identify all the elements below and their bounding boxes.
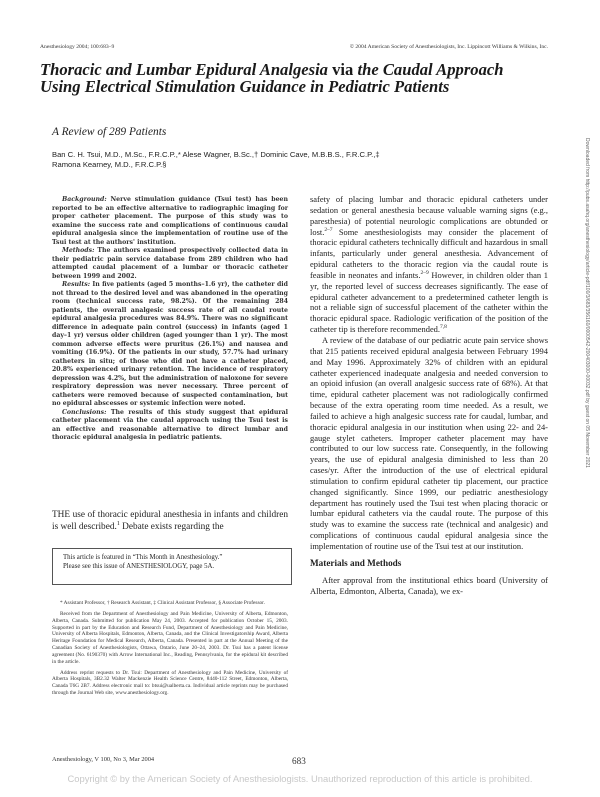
body-paragraph: safety of placing lumbar and thoracic epidural catheters under sedation or general anesthesia because valuable warning signs (e.g., paresthesia) of potential neurologic complications are obtunded or lost.$^{2-7}$ Some anesthesiologists may consider the placement of thoracic epidural catheters technically difficult and hazardous in small infants, particularly under general anesthesia. Advancement of epidural catheters to the thoracic region via the caudal route is feasible in neonates and infants.$^{2-9}$ However, in children older than 1 yr, the reported level of success decreases significantly. The ease of epidural catheter advancement to a predetermined catheter length is not a reliable sign of successful placement of the catheter within the thoracic epidural space. Radiologic verification of the position of the catheter tip is therefore recommended.$^{7,8}$ — [310, 194, 549, 335]
article-title: Thoracic and Lumbar Epidural Analgesia via the Caudal Approach Using Electrical Stimulation Guidance in Pediatric Patients — [40, 60, 504, 96]
section-heading: Materials and Methods — [310, 557, 402, 568]
body-paragraph: After approval from the institutional ethics board (University of Alberta, Edmonton, Alberta, Canada), we ex- — [310, 574, 548, 596]
download-watermark-text: Downloaded from http://pubs.asahq.org/anesthesiology/article-pdf/100/3/683/356160/0000542-200403000-00032.pdf by guest on 05 November 2021 — [584, 138, 590, 468]
journal-citation-header: Anesthesiology 2004; 100:683–9 — [40, 44, 115, 50]
footnote-received: Received from the Department of Anesthesiology and Pain Medicine, University of Alberta, Edmonton, Alberta, Canada. Submitted for publication May 24, 2003. Accepted for publication October 15, 2003. Supported in part by the Education and Research Fund, Department of Anesthesiology and Pain Medicine, University of Alberta Hospitals, Edmonton, Alberta, Canada, and the Clinical Investigatorship Award, Alberta Heritage Foundation for Medical Research, Alberta, Canada. Presented in part at the Annual Meeting of the Canadian Society of Anesthesiologists, Ottawa, Ontario, June 20–24, 2003. Dr. Tsui has a patent license agreement (No. 6190370) with Arrow International Inc., Reading, Pennsylvania, for the epidural kit described in the article. — [52, 610, 288, 665]
abstract-background: Background: Nerve stimulation guidance (Tsui test) has been reported to be an effective alternative to radiographic imaging for proper catheter placement. The purpose of this study was to examine the success rate and complications of continuous caudal epidural analgesia since the implementation of routine use of the Tsui test at the authors' institution. — [52, 196, 288, 246]
abstract-results: Results: In five patients (aged 5 months–1.6 yr), the catheter did not thread to the desired level and was abandoned in the operating room (technical success rate, 98.2%). Of the remaining 284 patients, the overall analgesic success rate of all caudal route epidural analgesia procedures was 84.9%. There was no significant difference in adequate pain control (success) in infants (aged 1 day–1 yr) versus older children (aged younger than 1 yr). The most common adverse effects were pruritus (26.1%) and nausea and vomiting (16.9%). Of the patients in our study, 57.7% had urinary catheters in situ; of those who did not have a catheter placed, 20.8% experienced urinary retention. The incidence of respiratory depression was 4.2%, but the administration of naloxone for severe respiratory depression was never necessary. Three percent of catheters were removed because of suspected contamination, but no epidural abscesses or systemic infection were noted. — [52, 281, 288, 408]
featured-article-box — [52, 548, 292, 585]
body-paragraph: A review of the database of our pediatric acute pain service shows that 215 patients received epidural analgesia between February 1994 and May 1996. Approximately 32% of children with an epidural catheter experienced inadequate analgesia and needed conversion to an opioid infusion (an overall analgesic success rate of 68%). At that time, epidural catheter placement was not radiologically confirmed because of the extra operating room time needed. As a result, we failed to achieve a high analgesic success rate for caudal, lumbar, and thoracic epidural analgesia in our institution when using 22- and 24-gauge stylet catheters. Improper catheter placement may have contributed to our low success rate. Consequently, in the following years, the use of epidural analgesia diminished to less than 20 cases/yr. After the introduction of the use of electrical epidural stimulation to confirm epidural catheter tip placement, our practice changed significantly. Since 1999, our pediatric anesthesiology department has routinely used the Tsui test when placing thoracic or lumbar epidural catheters via the caudal route. The purpose of this study was to examine the success rate (technical and analgesic) and complications of continuous caudal epidural analgesia since the implementation of routine use of the Tsui test at our institution. — [310, 334, 548, 551]
featured-note-line: Please see this issue of ANESTHESIOLOGY, page 5A. — [63, 562, 215, 570]
authors-line: Ramona Kearney, M.D., F.R.C.P.§ — [52, 160, 167, 169]
author-list — [52, 150, 472, 170]
intro-paragraph: THE use of thoracic epidural anesthesia in infants and children is well described.$^1$ Debate exists regarding the — [52, 510, 288, 532]
footnote-reprints: Address reprint requests to Dr. Tsui: Department of Anesthesiology and Pain Medicine, University of Alberta Hospitals, 3B2.32 Walter Mackenzie Health Science Centre, 8440-112 Street, Edmonton, Alberta, Canada T6G 2B7. Address electronic mail to: btsui@ualberta.ca. Individual article reprints may be purchased through the Journal Web site, www.anesthesiology.org. — [52, 669, 288, 696]
abstract — [52, 196, 288, 443]
copyright-header: © 2004 American Society of Anesthesiologists, Inc. Lippincott Williams & Wilkins, Inc. — [349, 44, 548, 50]
right-column-body — [310, 194, 548, 596]
authors-line: Ban C. H. Tsui, M.D., M.Sc., F.R.C.P.,* Alese Wagner, B.Sc.,† Dominic Cave, M.B.B.S., F.R.C.P.,‡ — [52, 150, 380, 159]
footnotes — [52, 600, 288, 701]
journal-footer: Anesthesiology, V 100, No 3, Mar 2004 — [52, 756, 155, 763]
featured-note-line: This article is featured in “This Month in Anesthesiology.” — [63, 554, 223, 561]
download-watermark — [582, 138, 592, 608]
article-subtitle: A Review of 289 Patients — [52, 126, 167, 138]
page-number: 683 — [292, 756, 306, 766]
abstract-conclusions: Conclusions: The results of this study suggest that epidural catheter placement via the caudal approach using the Tsui test is an effective and reasonable alternative to direct lumbar and thoracic epidural analgesia in pediatric patients. — [52, 408, 288, 442]
copyright-watermark: Copyright © by the American Society of Anesthesiologists. Unauthorized reproduction of this article is prohibited. — [67, 773, 533, 784]
footnote-positions: * Assistant Professor, † Research Assistant, ‡ Clinical Assistant Professor, § Associate Professor. — [60, 600, 265, 606]
abstract-methods: Methods: The authors examined prospectively collected data in their pediatric pain service database from 289 children who had attempted caudal placement of a lumbar or thoracic catheter between 1999 and 2002. — [52, 247, 288, 280]
